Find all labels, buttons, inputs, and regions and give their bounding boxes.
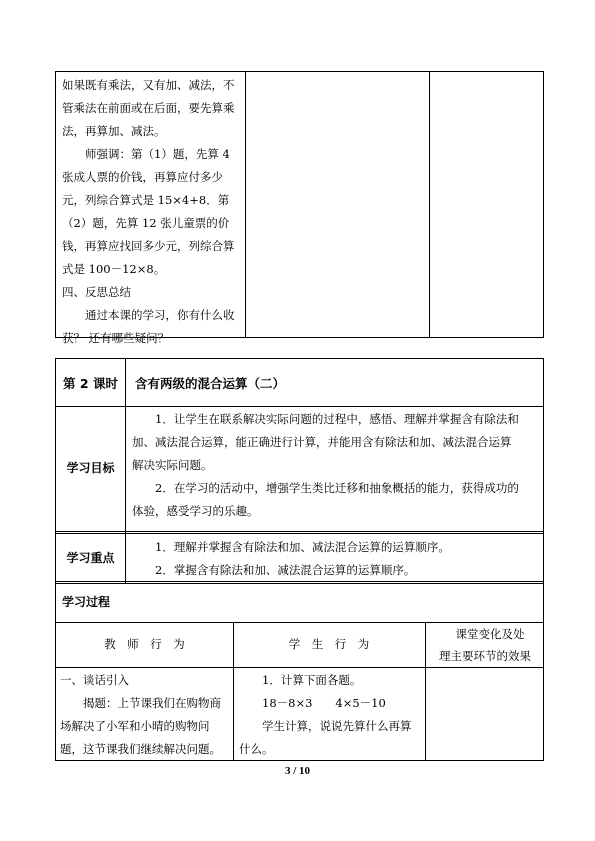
objectives-text	[132, 408, 542, 523]
text-line: 如果既有乘法，又有加、减法，不	[62, 78, 235, 92]
text-line: 通过本课的学习，你有什么收	[85, 308, 235, 322]
text-line: 元，列综合算式是 15×4+8．第	[62, 193, 230, 207]
objective-line: 加、减法混合运算，能正确进行计算，并能用含有除法和加、减法混合运算	[132, 435, 512, 449]
continuation-table	[55, 71, 544, 345]
key-point-line: 1．理解并掌握含有除法和加、减法混合运算的运算顺序。	[155, 540, 450, 554]
objective-line: 解决实际问题。	[132, 458, 213, 472]
text-line: 法，再算加、减法。	[62, 124, 166, 138]
section-heading: 一、谈话引入	[60, 673, 129, 687]
text-line: 揭题：上节课我们在购物商	[83, 696, 221, 710]
text-line: 场解决了小军和小晴的购物问	[60, 719, 210, 733]
lesson-title: 含有两级的混合运算（二）	[135, 376, 286, 391]
effect-header-line: 课堂变化及处	[455, 627, 525, 641]
text-line: 什么。	[239, 742, 274, 756]
objectives-label: 学习目标	[66, 461, 115, 475]
continuation-text	[62, 74, 242, 350]
text-line: 式是 100－12×8。	[62, 262, 166, 276]
teacher-column-header: 教 师 行 为	[104, 637, 185, 651]
objective-line: 2．在学习的活动中，增强学生类比迁移和抽象概括的能力，获得成功的	[155, 481, 519, 495]
student-activity	[239, 669, 423, 761]
text-line: 管乘法在前面或在后面，要先算乘	[62, 101, 235, 115]
period-label: 第 2 课时	[63, 376, 118, 391]
lesson-table	[55, 358, 544, 761]
text-line: 张成人票的价钱，再算应付多少	[62, 170, 223, 184]
page-number: 3 / 10	[284, 765, 311, 777]
text-line: 师强调：第（1）题，先算 4	[85, 147, 230, 161]
section-heading: 四、反思总结	[62, 285, 131, 299]
teacher-activity	[60, 669, 232, 761]
text-line: 获？ 还有哪些疑问？	[62, 331, 170, 345]
key-points-label: 学习重点	[66, 551, 115, 565]
effect-column-header	[425, 623, 545, 667]
text-line: （2）题，先算 12 张儿童票的价	[62, 216, 230, 230]
effect-header-line: 理主要环节的效果	[439, 649, 531, 663]
student-column-header: 学 生 行 为	[288, 637, 370, 651]
text-line: 学生计算，说说先算什么再算	[262, 719, 412, 733]
objective-line: 1．让学生在联系解决实际问题的过程中，感悟、理解并掌握含有除法和	[155, 412, 519, 426]
text-line: 18－8×3 4×5－10	[262, 696, 386, 710]
text-line: 钱，再算应找回多少元，列综合算	[62, 239, 235, 253]
process-label: 学习过程	[62, 595, 111, 609]
key-points-text	[132, 536, 542, 582]
text-line: 1．计算下面各题。	[262, 673, 362, 687]
key-point-line: 2．掌握含有除法和加、减法混合运算的运算顺序。	[155, 563, 416, 577]
text-line: 题，这节课我们继续解决问题。	[60, 742, 221, 756]
objective-line: 体验，感受学习的乐趣。	[132, 504, 259, 518]
